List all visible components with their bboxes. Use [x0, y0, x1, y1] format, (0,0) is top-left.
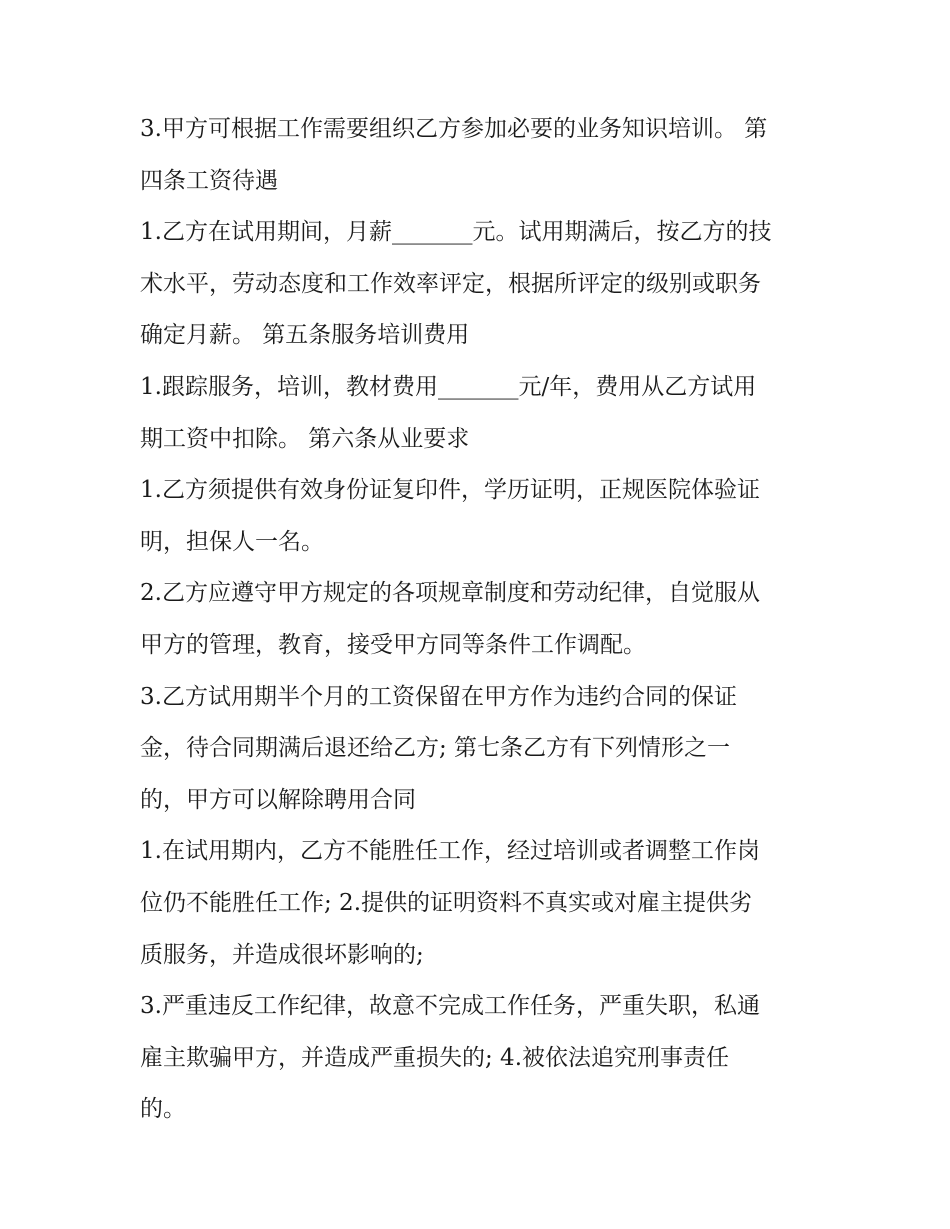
text-line: 质服务，并造成很坏影响的; [140, 941, 424, 968]
text-line: 明，担保人一名。 [140, 528, 324, 555]
text-line: 确定月薪。 第五条服务培训费用 [140, 322, 470, 349]
text-line: 3.乙方试用期半个月的工资保留在甲方作为违约合同的保证 [140, 683, 737, 710]
text-line: 1.跟踪服务，培训，教材费用_______元/年，费用从乙方试用 [140, 373, 757, 400]
text-line: 3.严重违反工作纪律，故意不完成工作任务，严重失职，私通 [140, 993, 760, 1020]
text-line: 四条工资待遇 [140, 167, 278, 194]
text-line: 2.乙方应遵守甲方规定的各项规章制度和劳动纪律，自觉服从 [140, 580, 760, 607]
text-line: 期工资中扣除。 第六条从业要求 [140, 425, 470, 452]
text-line: 1.乙方在试用期间，月薪_______元。试用期满后，按乙方的技 [140, 219, 772, 246]
text-line: 位仍不能胜任工作; 2.提供的证明资料不真实或对雇主提供劣 [140, 889, 753, 916]
text-line: 的，甲方可以解除聘用合同 [140, 786, 416, 813]
text-line: 术水平，劳动态度和工作效率评定，根据所评定的级别或职务 [140, 270, 761, 297]
text-line: 金，待合同期满后退还给乙方; 第七条乙方有下列情形之一 [140, 735, 731, 762]
document-body [140, 104, 820, 1136]
text-line: 的。 [140, 1096, 186, 1123]
text-line: 甲方的管理，教育，接受甲方同等条件工作调配。 [140, 631, 646, 658]
text-line: 1.在试用期内，乙方不能胜任工作，经过培训或者调整工作岗 [140, 838, 760, 865]
text-line: 1.乙方须提供有效身份证复印件，学历证明，正规医院体验证 [140, 477, 760, 504]
text-line: 3.甲方可根据工作需要组织乙方参加必要的业务知识培训。 第 [140, 116, 768, 142]
text-line: 雇主欺骗甲方，并造成严重损失的; 4.被依法追究刑事责任 [140, 1044, 730, 1071]
